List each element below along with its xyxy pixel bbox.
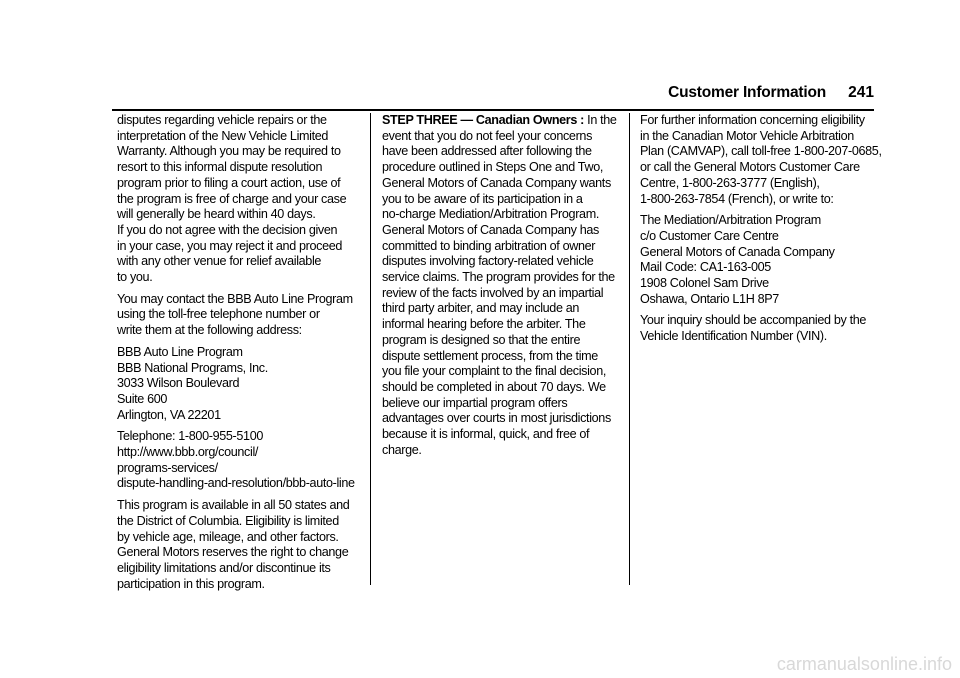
step-three-text: event that you do not feel your concerns have been addressed after following the procedure outlined in Steps One and Two, General Motors of Canada Company wants you to be aware of its participation in a no-charge Mediation/Arbitration Program. General Motors of Canada Company has committed to binding arbitration of owner disputes involving factory-related vehicle service claims. The program provides for the review of the facts involved by an impartial third party arbiter, and may include an informal hearing before the arbiter. The program is designed so that the entire dispute settlement process, from the time you file your complaint to the final decision, should be completed in about 70 days. We believe our impartial program offers advantages over courts in most jurisdictions because it is informal, quick, and free of charge. <box>382 128 615 457</box>
page-number: 241 <box>848 84 874 101</box>
column-right <box>640 113 884 351</box>
camvap-paragraph: For further information concerning eligibility in the Canadian Motor Vehicle Arbitration Plan (CAMVAP), call toll-free 1-800-207-0685, or call the General Motors Customer Care Centre, 1-800-263-3777 (English), 1-800-263-7854 (French), or write to: <box>640 113 882 206</box>
section-title: Customer Information <box>668 84 826 101</box>
bbb-contact: Telephone: 1-800-955-5100 http://www.bbb.org/council/ programs-services/ dispute-handling-and-resolution/bbb-auto-line <box>117 429 355 491</box>
column-middle <box>382 113 620 464</box>
header-rule <box>112 109 874 111</box>
column-divider <box>629 113 630 585</box>
canada-address: The Mediation/Arbitration Program c/o Customer Care Centre General Motors of Canada Company Mail Code: CA1-163-005 1908 Colonel Sam Drive Oshawa, Ontario L1H 8P7 <box>640 213 835 306</box>
watermark: carmanualsonline.info <box>776 654 952 674</box>
column-left <box>117 113 359 598</box>
step-three-lead: In the <box>584 113 617 127</box>
column-divider <box>370 113 371 585</box>
page-header <box>112 84 874 108</box>
availability-paragraph: This program is available in all 50 states and the District of Columbia. Eligibility is limited by vehicle age, mileage, and other factors. General Motors reserves the right to change eligibility limitations and/or discontinue its participation in this program. <box>117 498 350 591</box>
dispute-paragraph: disputes regarding vehicle repairs or the interpretation of the New Vehicle Limited Warranty. Although you may be required to resort to this informal dispute resolution program prior to filing a court action, use of the program is free of charge and your case will generally be heard within 40 days. If you do not agree with the decision given in your case, you may reject it and proceed with any other venue for relief available to you. <box>117 113 347 285</box>
contact-bbb-paragraph: You may contact the BBB Auto Line Program using the toll-free telephone number or write them at the following address: <box>117 291 353 338</box>
step-three-paragraph <box>382 113 620 458</box>
vin-paragraph: Your inquiry should be accompanied by the Vehicle Identification Number (VIN). <box>640 313 867 344</box>
bbb-address: BBB Auto Line Program BBB National Programs, Inc. 3033 Wilson Boulevard Suite 600 Arlington, VA 22201 <box>117 344 268 422</box>
step-three-heading: STEP THREE — Canadian Owners : <box>382 113 585 127</box>
